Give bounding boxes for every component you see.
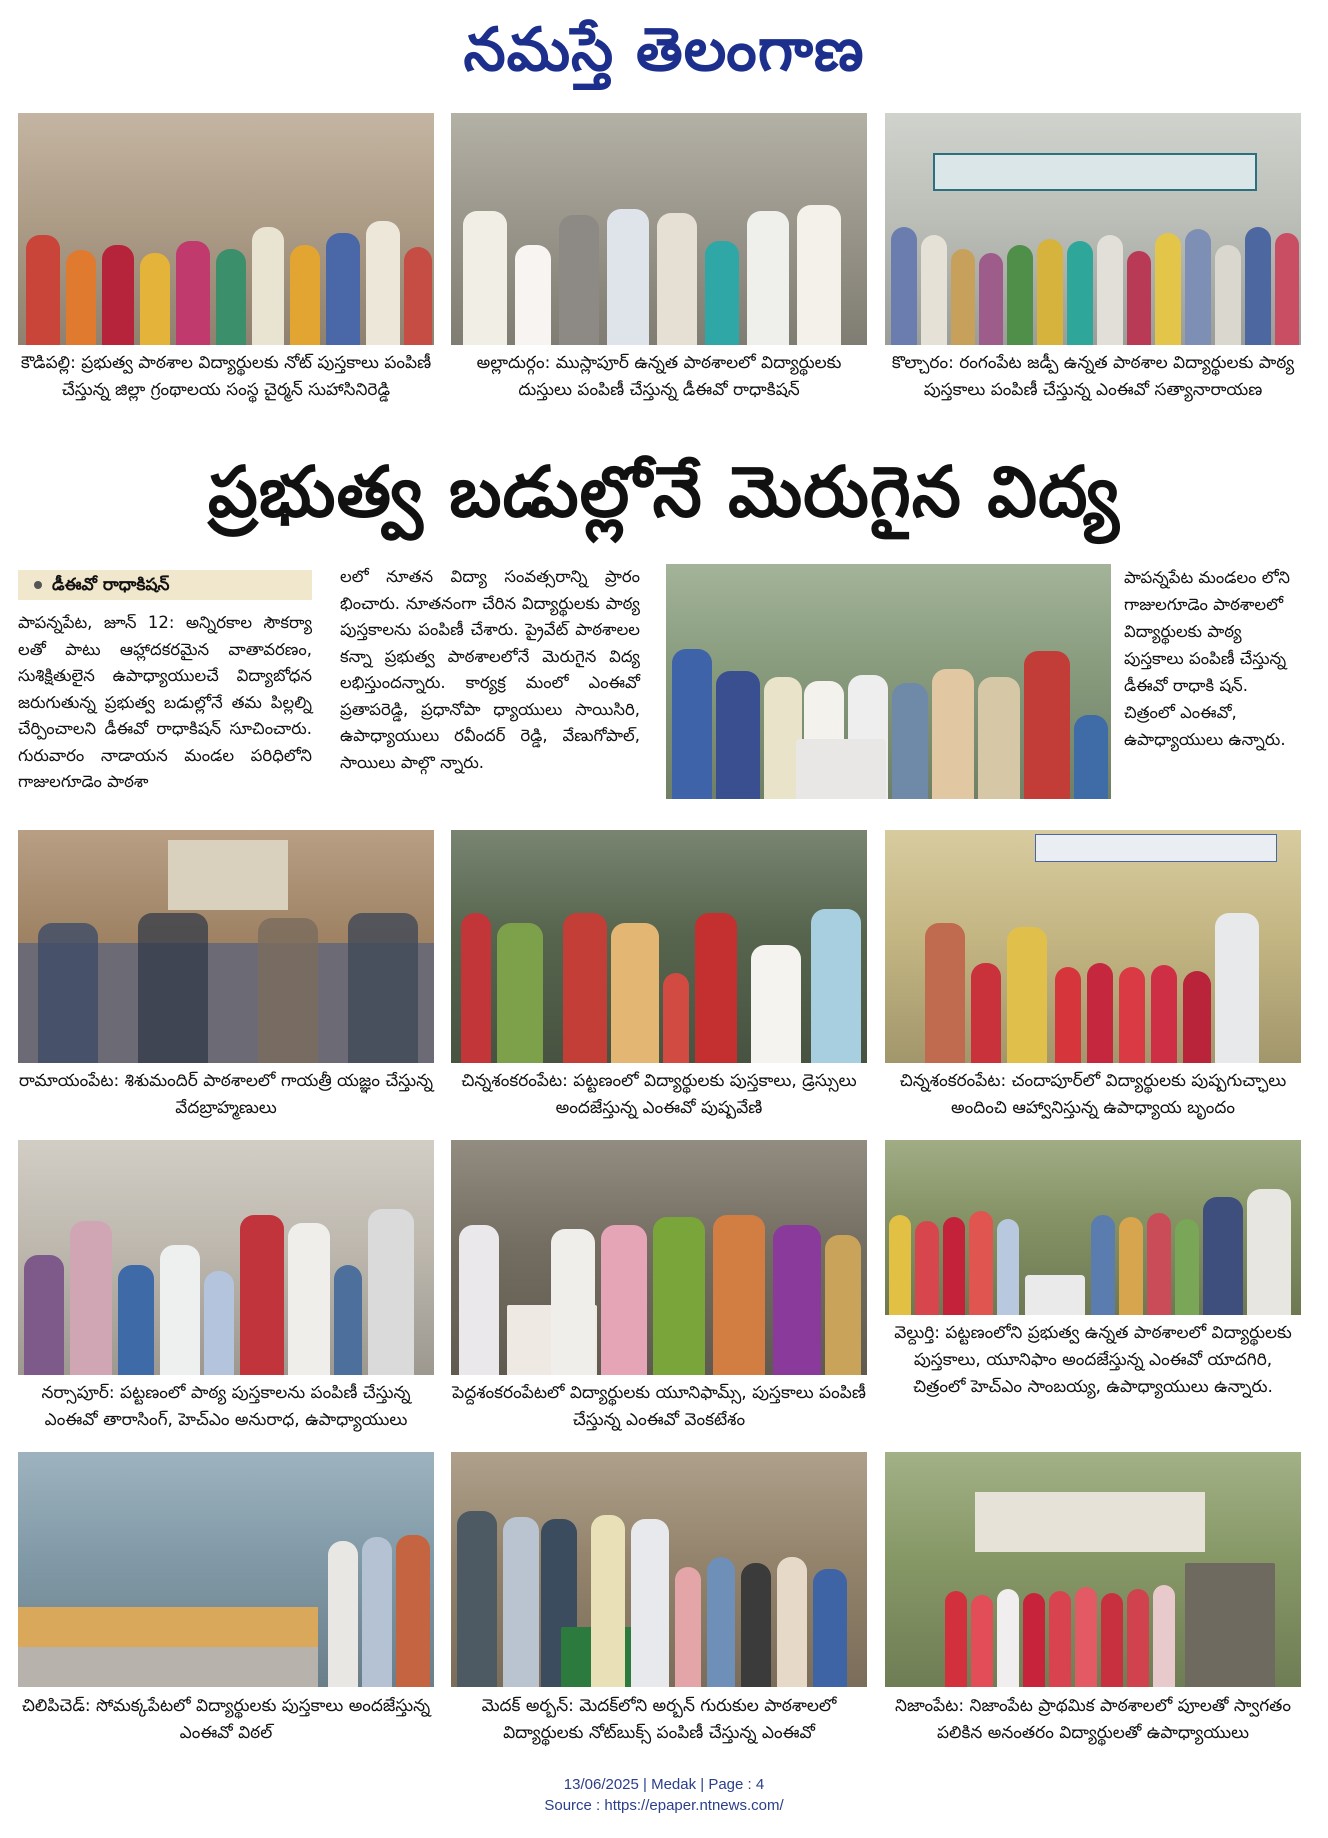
footer-source: Source : https://epaper.ntnews.com/ [544, 1797, 784, 1814]
article-column-2: లలో నూతన విద్యా సంవత్సరాన్ని ప్రారం భించారు. నూతనంగా చేరిన విద్యార్థులకు పాఠ్య పుస్తకాలను పంపిణీ చేశారు. ప్రైవేట్ పాఠశాలల కన్నా ప్రభుత్వ పాఠశాలలోనే మెరుగైన విద్య లభిస్తుందన్నారు. కార్యక్ర మంలో ఎంఈవో ప్రతాపరెడ్డి, ప్రధానోపా ధ్యాయులు సాయిసిరి, ఉపాధ్యాయులు రవీందర్ రెడ్డి, వేణుగోపాల్, సాయిలు పాల్గొ న్నారు. [340, 567, 640, 772]
photo-chinnashankarampet-1 [451, 830, 867, 1063]
bullet-icon [34, 581, 42, 589]
caption-medak-urban: మెదక్ అర్బన్: మెదక్‌లోని అర్బన్ గురుకుల పాఠశాలలో విద్యార్థులకు నోట్‌బుక్స్ పంపిణీ చేస్తున్న ఎంఈవో [481, 1696, 837, 1743]
masthead: నమస్తే తెలంగాణ [463, 15, 865, 85]
photo-chilipiched [18, 1452, 434, 1687]
caption-chinnashankarampet-1: చిన్నశంకరంపేట: పట్టణంలో విద్యార్థులకు పుస్తకాలు, డ్రెస్సులు అందజేస్తున్న ఎంఈవో పుష్పవేణి [461, 1071, 857, 1118]
caption-alladurgam: అల్లాదుర్గం: ముస్లాపూర్ ఉన్నత పాఠశాలలో విద్యార్థులకు దుస్తులు పంపిణీ చేస్తున్న డీఈవో రాధాకిషన్ [476, 353, 842, 400]
photo-veldurthi [885, 1140, 1301, 1315]
footer-date-edition: 13/06/2025 | Medak | Page : 4 [563, 1776, 765, 1793]
photo-gajulagudem [666, 564, 1111, 799]
article-column-1: పాపన్నపేట, జూన్ 12: అన్నిరకాల సౌకర్యా లతో పాటు ఆహ్లాదకరమైన వాతావరణం, సుశిక్షితులైన ఉపాధ్యాయులచే విద్యాబోధన జరుగుతున్న ప్రభుత్వ బడుల్లోనే తమ పిల్లల్ని చేర్పించాలని డీఈవో రాధాకిషన్ సూచించారు. గురువారం నాడాయన మండల పరిధిలోని గాజులగూడెం పాఠశా [18, 613, 312, 791]
caption-chandapur: చిన్నశంకరంపేట: చందాపూర్‌లో విద్యార్థులకు పుష్పగుచ్ఛాలు అందించి ఆహ్వానిస్తున్న ఉపాధ్యాయ బృందం [899, 1071, 1287, 1118]
caption-koudipalli: కౌడిపల్లి: ప్రభుత్వ పాఠశాల విద్యార్థులకు నోట్ పుస్తకాలు పంపిణీ చేస్తున్న జిల్లా గ్రంథాలయ సంస్థ చైర్మన్ సుహాసినిరెడ్డి [20, 353, 432, 400]
caption-chilipiched: చిలిపిచెడ్: సోమక్కపేటలో విద్యార్థులకు పుస్తకాలు అందజేస్తున్న ఎంఈవో విఠల్ [21, 1696, 431, 1743]
photo-narsapur [18, 1140, 434, 1375]
photo-peddashankarampet [451, 1140, 867, 1375]
photo-medak-urban [451, 1452, 867, 1687]
caption-ramayampet: రామాయంపేట: శిశుమందిర్ పాఠశాలలో గాయత్రీ యజ్ఞం చేస్తున్న వేదబ్రాహ్మణులు [18, 1071, 434, 1118]
photo-chandapur [885, 830, 1301, 1063]
photo-koudipalli [18, 113, 434, 345]
photo-alladurgam [451, 113, 867, 345]
headline: ప్రభుత్వ బడుల్లోనే మెరుగైన విద్య [208, 450, 1120, 533]
caption-narsapur: నర్సాపూర్: పట్టణంలో పాఠ్య పుస్తకాలను పంపిణీ చేస్తున్న ఎంఈవో తారాసింగ్, హెచ్ఎం అనురాధ, ఉపాధ్యాయులు [41, 1383, 411, 1430]
caption-veldurthi: వెల్దుర్తి: పట్టణంలోని ప్రభుత్వ ఉన్నత పాఠశాలలో విద్యార్థులకు పుస్తకాలు, యూనిఫాం అందజేస్తున్న ఎంఈవో యాదగిరి, చిత్రంలో హెచ్ఎం సాంబయ్య, ఉపాధ్యాయులు ఉన్నారు. [894, 1323, 1292, 1397]
byline-text: డీఈవో రాధాకిషన్ [52, 575, 170, 595]
photo-ramayampet [18, 830, 434, 1063]
photo-nizampet [885, 1452, 1301, 1687]
caption-peddashankarampet: పెద్దశంకరంపేటలో విద్యార్థులకు యూనిఫామ్స్, పుస్తకాలు పంపిణీ చేస్తున్న ఎంఈవో వెంకటేశం [452, 1383, 866, 1430]
caption-gajulagudem: పాపన్నపేట మండలం లోని గాజులగూడెం పాఠశాలలో విద్యార్థులకు పాఠ్య పుస్తకాలు పంపిణీ చేస్తున్న డీఈవో రాధాకి షన్. చిత్రంలో ఎంఈవో, ఉపాధ్యాయులు ఉన్నారు. [1124, 568, 1290, 749]
photo-kolcharam [885, 113, 1301, 345]
caption-nizampet: నిజాంపేట: నిజాంపేట ప్రాథమిక పాఠశాలలో పూలతో స్వాగతం పలికిన అనంతరం విద్యార్థులతో ఉపాధ్యాయులు [895, 1696, 1291, 1743]
byline [18, 570, 312, 600]
caption-kolcharam: కొల్చారం: రంగంపేట జడ్పీ ఉన్నత పాఠశాల విద్యార్థులకు పాఠ్య పుస్తకాలు పంపిణీ చేస్తున్న ఎంఈవో సత్యానారాయణ [891, 353, 1295, 400]
